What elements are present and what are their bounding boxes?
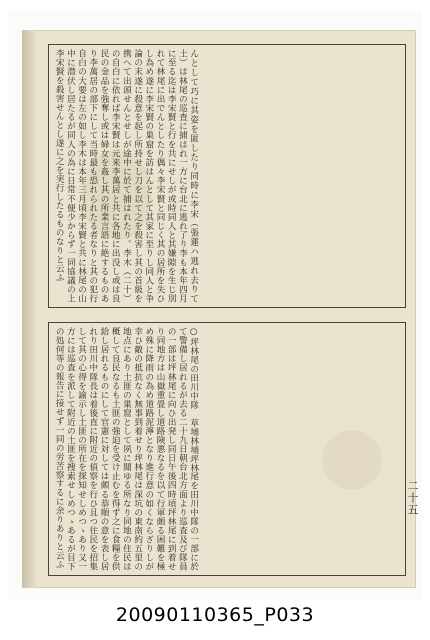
top-text: んとして巧に其姿を匿したり同時に李宋（張蓮ハ逃れ去りて土）は林尾の巡査に捕はれ一方に台北に逃れ了り李も本年四月に至る迄は李宋賢と行を共にせしが或時同人と其嫌隙を生じ別れて林尾に出でんとしたり偶々李宋賢と同じく其の居所を失ひし為め遂に李宋賢の巣窟を訪はんとして其家に至りし同人と争論の末遂に殺意を起し所持せし刀を以て之を殺害し其の首級を携へて出頭せんとせしが途中に於て捕はれたり。李木（二十）の自白に依れば李宋賢は元来李萬居と共に各地に出没し或は良民の金品を強奪し或は婦女を姦し其の所業言語に絶するものあり李萬居の部下にして当時最も恐れられたる者なりと其の犯行自白の大要は左の如し李木は本年三月頃李宋賢と共に林尾の山中に潜伏し居たるが同人の為に日常不便少からず一同協議の上李宋賢を殺害せんとし遂に之を実行したるものなりと云ふ	[54, 49, 199, 303]
bottom-text: ○坪林尾の田川中隊 草埔林埔坪林尾を田川中隊の一部に於て警備し居れるが去る二十九日朝台北方面より巡査及び隊員の一部は坪林尾に向ひ出発し同日午後四時頃坪林尾に到着せり同地方は山嶽重畳し道路険悪なるを以て行軍頗る困難を極め殊に降雨の為め道路泥濘となり進行意の如くならざりしが幸ひ敵の抵抗なく無事到着せり坪林尾は深坑の東南約五里の地点にあり土匪の巣窟として夙に聞ゆる所なり同地の住民は概して良民なるも土匪の強迫を受け止むを得ず之に食糧を供給し居れるものにして官憲に対しては頗る恭順の意を表し居れり田川中隊長は着後直に附近の偵察を行ひ且つ住民を招集して其の心得を諭示し土匪の所在を探知せしめつゝあり又一方には巡査を派して附近の土匪を捜索せしめつゝあるが目下の処何等の報告に接せず一同の労苦察するに余りありと云ふ	[54, 327, 199, 571]
page-spine	[22, 30, 36, 588]
image-caption: 20090110365_P033	[115, 604, 315, 626]
top-text-block	[48, 44, 406, 308]
bottom-text-block	[48, 322, 406, 576]
page-number: 二十五	[406, 480, 419, 516]
